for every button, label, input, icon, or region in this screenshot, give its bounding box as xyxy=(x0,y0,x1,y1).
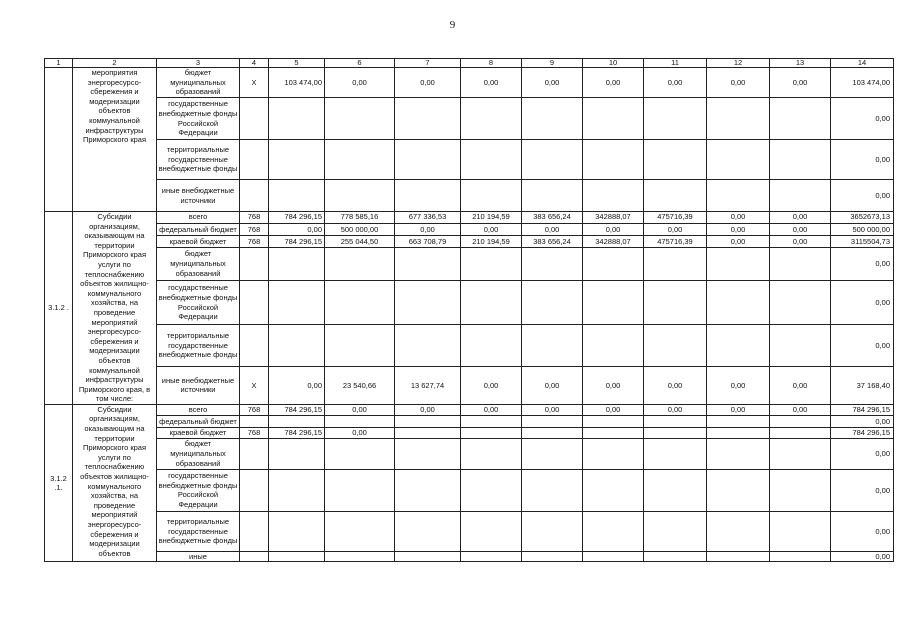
year-value: 0,00 xyxy=(522,404,583,415)
year-value: 0,00 xyxy=(522,68,583,98)
year-value: 0,00 xyxy=(395,404,461,415)
funding-source: бюджет муниципальных образований xyxy=(157,68,240,98)
year-value xyxy=(644,247,707,281)
year-value: 0,00 xyxy=(461,68,522,98)
year-value xyxy=(269,247,325,281)
year-value xyxy=(583,469,644,511)
funding-source: территориальные государственные внебюджетные фонды xyxy=(157,325,240,367)
year-value: 0,00 xyxy=(644,404,707,415)
year-value xyxy=(395,140,461,180)
year-value xyxy=(269,140,325,180)
year-value: 0,00 xyxy=(325,427,395,438)
year-value xyxy=(269,469,325,511)
year-value xyxy=(770,247,831,281)
grbs-code xyxy=(240,551,269,562)
total-value: 3115504,73 xyxy=(831,236,894,248)
year-value: 0,00 xyxy=(770,404,831,415)
year-value xyxy=(583,551,644,562)
column-header: 11 xyxy=(644,59,707,68)
year-value: 0,00 xyxy=(644,68,707,98)
funding-source: бюджет муниципальных образований xyxy=(157,438,240,469)
year-value: 0,00 xyxy=(583,223,644,236)
table-row xyxy=(45,438,894,469)
year-value xyxy=(461,281,522,325)
column-header: 5 xyxy=(269,59,325,68)
year-value xyxy=(325,438,395,469)
table-row xyxy=(45,212,894,224)
year-value: 0,00 xyxy=(707,367,770,405)
year-value xyxy=(461,98,522,140)
table-row xyxy=(45,367,894,405)
year-value: 475716,39 xyxy=(644,236,707,248)
table-row xyxy=(45,68,894,98)
funding-source: федеральный бюджет xyxy=(157,223,240,236)
year-value: 0,00 xyxy=(395,68,461,98)
year-value: 0,00 xyxy=(325,404,395,415)
year-value: 210 194,59 xyxy=(461,212,522,224)
year-value xyxy=(770,140,831,180)
column-header: 12 xyxy=(707,59,770,68)
table-row xyxy=(45,551,894,562)
grbs-code xyxy=(240,140,269,180)
year-value: 784 296,15 xyxy=(269,427,325,438)
column-header: 10 xyxy=(583,59,644,68)
year-value: 0,00 xyxy=(461,404,522,415)
year-value xyxy=(395,469,461,511)
year-value: 23 540,66 xyxy=(325,367,395,405)
year-value xyxy=(644,415,707,427)
total-value: 0,00 xyxy=(831,415,894,427)
year-value: 0,00 xyxy=(583,367,644,405)
grbs-code xyxy=(240,415,269,427)
table-row xyxy=(45,325,894,367)
year-value: 0,00 xyxy=(522,367,583,405)
year-value xyxy=(707,415,770,427)
year-value xyxy=(644,511,707,551)
total-value: 37 168,40 xyxy=(831,367,894,405)
year-value xyxy=(770,511,831,551)
funding-source: иные внебюджетные источники xyxy=(157,367,240,405)
year-value xyxy=(583,180,644,212)
year-value xyxy=(461,140,522,180)
item-index: 3.1.2 .1. xyxy=(45,404,73,562)
year-value: 784 296,15 xyxy=(269,236,325,248)
year-value xyxy=(461,438,522,469)
year-value xyxy=(770,325,831,367)
item-name: Субсидии организациям, оказывающим на территории Приморского края услуги по теплоснабжению объектов жилищно-коммунального хозяйства, на проведение мероприятий энергоресурсо-сбережения и модернизации объектов xyxy=(73,404,157,562)
year-value xyxy=(770,551,831,562)
page-number: 9 xyxy=(449,19,456,31)
funding-source: бюджет муниципальных образований xyxy=(157,247,240,281)
year-value xyxy=(395,415,461,427)
total-value: 0,00 xyxy=(831,438,894,469)
year-value xyxy=(583,281,644,325)
year-value: 0,00 xyxy=(522,223,583,236)
total-value: 500 000,00 xyxy=(831,223,894,236)
year-value xyxy=(583,98,644,140)
year-value xyxy=(583,438,644,469)
year-value: 210 194,59 xyxy=(461,236,522,248)
year-value xyxy=(269,415,325,427)
year-value xyxy=(325,180,395,212)
year-value xyxy=(325,469,395,511)
total-value: 0,00 xyxy=(831,511,894,551)
year-value xyxy=(707,281,770,325)
year-value xyxy=(583,140,644,180)
year-value xyxy=(644,427,707,438)
year-value: 677 336,53 xyxy=(395,212,461,224)
item-name: мероприятия энергоресурсо-сбережения и модернизации объектов коммунальной инфраструктуры Приморского края xyxy=(73,68,157,212)
year-value: 383 656,24 xyxy=(522,236,583,248)
total-value: 0,00 xyxy=(831,180,894,212)
year-value: 0,00 xyxy=(707,236,770,248)
year-value xyxy=(707,180,770,212)
grbs-code xyxy=(240,511,269,551)
year-value: 475716,39 xyxy=(644,212,707,224)
year-value xyxy=(269,551,325,562)
year-value xyxy=(325,281,395,325)
year-value: 0,00 xyxy=(770,367,831,405)
header-row xyxy=(45,59,894,68)
year-value xyxy=(395,551,461,562)
year-value xyxy=(269,281,325,325)
year-value xyxy=(522,247,583,281)
funding-source: федеральный бюджет xyxy=(157,415,240,427)
grbs-code xyxy=(240,98,269,140)
year-value xyxy=(461,180,522,212)
budget-table xyxy=(44,58,894,562)
funding-source: территориальные государственные внебюджетные фонды xyxy=(157,140,240,180)
year-value xyxy=(644,180,707,212)
year-value: 0,00 xyxy=(269,223,325,236)
funding-source: государственные внебюджетные фонды Российской Федерации xyxy=(157,98,240,140)
year-value xyxy=(325,247,395,281)
year-value xyxy=(325,140,395,180)
year-value xyxy=(461,415,522,427)
table-row xyxy=(45,404,894,415)
year-value xyxy=(522,281,583,325)
total-value: 0,00 xyxy=(831,247,894,281)
year-value xyxy=(325,415,395,427)
year-value xyxy=(707,325,770,367)
grbs-code xyxy=(240,180,269,212)
year-value: 0,00 xyxy=(461,223,522,236)
year-value xyxy=(325,98,395,140)
year-value xyxy=(461,551,522,562)
year-value: 0,00 xyxy=(770,236,831,248)
column-header: 6 xyxy=(325,59,395,68)
year-value xyxy=(269,438,325,469)
year-value xyxy=(770,469,831,511)
year-value xyxy=(395,427,461,438)
grbs-code xyxy=(240,469,269,511)
table-row xyxy=(45,427,894,438)
grbs-code: 768 xyxy=(240,236,269,248)
year-value: 0,00 xyxy=(583,404,644,415)
year-value xyxy=(644,140,707,180)
year-value: 784 296,15 xyxy=(269,404,325,415)
year-value xyxy=(707,551,770,562)
column-header: 14 xyxy=(831,59,894,68)
year-value: 663 708,79 xyxy=(395,236,461,248)
grbs-code: 768 xyxy=(240,212,269,224)
grbs-code: Х xyxy=(240,68,269,98)
year-value xyxy=(522,551,583,562)
year-value: 0,00 xyxy=(269,367,325,405)
grbs-code: 768 xyxy=(240,427,269,438)
total-value: 3652673,13 xyxy=(831,212,894,224)
total-value: 784 296,15 xyxy=(831,427,894,438)
funding-source: территориальные государственные внебюджетные фонды xyxy=(157,511,240,551)
table-row xyxy=(45,236,894,248)
year-value xyxy=(461,247,522,281)
year-value: 103 474,00 xyxy=(269,68,325,98)
year-value xyxy=(269,98,325,140)
table-row xyxy=(45,140,894,180)
year-value xyxy=(707,427,770,438)
year-value xyxy=(707,98,770,140)
year-value xyxy=(583,427,644,438)
total-value: 103 474,00 xyxy=(831,68,894,98)
grbs-code xyxy=(240,281,269,325)
year-value xyxy=(395,325,461,367)
year-value xyxy=(644,469,707,511)
year-value xyxy=(707,247,770,281)
table-row xyxy=(45,511,894,551)
year-value xyxy=(707,140,770,180)
table-row xyxy=(45,281,894,325)
year-value: 778 585,16 xyxy=(325,212,395,224)
year-value xyxy=(644,551,707,562)
year-value xyxy=(461,325,522,367)
year-value: 0,00 xyxy=(707,212,770,224)
year-value xyxy=(325,325,395,367)
year-value: 500 000,00 xyxy=(325,223,395,236)
year-value xyxy=(522,511,583,551)
year-value xyxy=(461,469,522,511)
year-value: 0,00 xyxy=(461,367,522,405)
year-value xyxy=(522,427,583,438)
year-value xyxy=(522,325,583,367)
grbs-code xyxy=(240,247,269,281)
year-value: 0,00 xyxy=(707,223,770,236)
total-value: 0,00 xyxy=(831,551,894,562)
year-value xyxy=(583,325,644,367)
year-value: 342888,07 xyxy=(583,212,644,224)
year-value xyxy=(770,281,831,325)
column-header: 3 xyxy=(157,59,240,68)
table-row xyxy=(45,247,894,281)
year-value xyxy=(461,511,522,551)
year-value xyxy=(770,438,831,469)
column-header: 2 xyxy=(73,59,157,68)
year-value xyxy=(770,415,831,427)
year-value xyxy=(583,247,644,281)
table-body xyxy=(45,59,894,562)
year-value xyxy=(770,98,831,140)
funding-source: краевой бюджет xyxy=(157,236,240,248)
funding-source: всего xyxy=(157,404,240,415)
year-value xyxy=(269,511,325,551)
year-value: 255 044,50 xyxy=(325,236,395,248)
year-value: 0,00 xyxy=(770,212,831,224)
total-value: 784 296,15 xyxy=(831,404,894,415)
total-value: 0,00 xyxy=(831,98,894,140)
year-value xyxy=(707,469,770,511)
year-value xyxy=(707,511,770,551)
grbs-code: 768 xyxy=(240,223,269,236)
year-value xyxy=(770,427,831,438)
column-header: 8 xyxy=(461,59,522,68)
year-value: 0,00 xyxy=(770,68,831,98)
funding-source: государственные внебюджетные фонды Российской Федерации xyxy=(157,469,240,511)
year-value: 342888,07 xyxy=(583,236,644,248)
year-value xyxy=(325,551,395,562)
funding-source: краевой бюджет xyxy=(157,427,240,438)
year-value: 0,00 xyxy=(644,223,707,236)
funding-source: государственные внебюджетные фонды Российской Федерации xyxy=(157,281,240,325)
year-value: 0,00 xyxy=(644,367,707,405)
table-row xyxy=(45,223,894,236)
year-value xyxy=(395,98,461,140)
year-value xyxy=(522,98,583,140)
table-row xyxy=(45,469,894,511)
year-value xyxy=(269,325,325,367)
year-value: 383 656,24 xyxy=(522,212,583,224)
funding-source: иные xyxy=(157,551,240,562)
year-value xyxy=(644,438,707,469)
year-value: 0,00 xyxy=(583,68,644,98)
year-value: 0,00 xyxy=(325,68,395,98)
year-value xyxy=(395,180,461,212)
item-index: 3.1.2 . xyxy=(45,212,73,405)
item-name: Субсидии организациям, оказывающим на территории Приморского края услуги по теплоснабжению объектов жилищно-коммунального хозяйства, на проведение мероприятий энергоресурсо-сбережения и модернизации объектов коммунальной инфраструктуры Приморского края, в том числе: xyxy=(73,212,157,405)
year-value: 0,00 xyxy=(707,404,770,415)
column-header: 4 xyxy=(240,59,269,68)
year-value: 0,00 xyxy=(707,68,770,98)
year-value xyxy=(395,281,461,325)
year-value xyxy=(522,415,583,427)
year-value xyxy=(395,438,461,469)
year-value xyxy=(707,438,770,469)
funding-source: иные внебюджетные источники xyxy=(157,180,240,212)
total-value: 0,00 xyxy=(831,281,894,325)
year-value: 13 627,74 xyxy=(395,367,461,405)
total-value: 0,00 xyxy=(831,469,894,511)
column-header: 7 xyxy=(395,59,461,68)
year-value xyxy=(583,415,644,427)
grbs-code xyxy=(240,438,269,469)
column-header: 13 xyxy=(770,59,831,68)
year-value xyxy=(395,247,461,281)
column-header: 9 xyxy=(522,59,583,68)
year-value xyxy=(644,281,707,325)
year-value xyxy=(522,140,583,180)
year-value xyxy=(325,511,395,551)
year-value xyxy=(522,180,583,212)
year-value xyxy=(269,180,325,212)
year-value xyxy=(522,469,583,511)
table-row xyxy=(45,415,894,427)
item-index xyxy=(45,68,73,212)
year-value xyxy=(583,511,644,551)
grbs-code: 768 xyxy=(240,404,269,415)
year-value xyxy=(522,438,583,469)
table-row xyxy=(45,98,894,140)
year-value xyxy=(644,325,707,367)
total-value: 0,00 xyxy=(831,325,894,367)
total-value: 0,00 xyxy=(831,140,894,180)
year-value: 0,00 xyxy=(395,223,461,236)
year-value xyxy=(770,180,831,212)
year-value xyxy=(395,511,461,551)
year-value xyxy=(644,98,707,140)
funding-source: всего xyxy=(157,212,240,224)
column-header: 1 xyxy=(45,59,73,68)
grbs-code xyxy=(240,325,269,367)
year-value: 0,00 xyxy=(770,223,831,236)
table-row xyxy=(45,180,894,212)
year-value xyxy=(461,427,522,438)
year-value: 784 296,15 xyxy=(269,212,325,224)
grbs-code: Х xyxy=(240,367,269,405)
